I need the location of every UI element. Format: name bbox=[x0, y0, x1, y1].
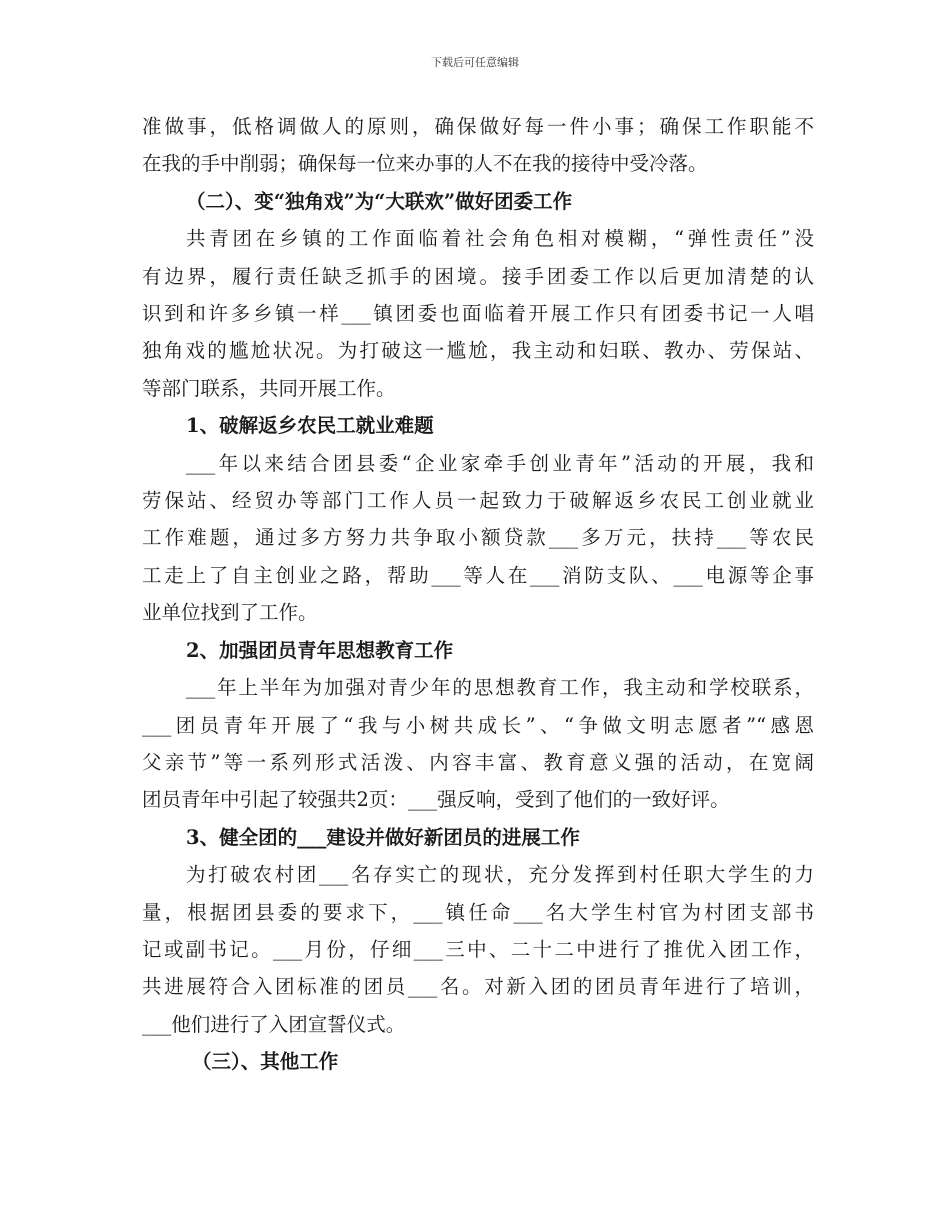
body-line: 记或副书记。___月份，仔细___三中、二十二中进行了推优入团工作， bbox=[142, 937, 814, 961]
body-line: 等部门联系，共同开展工作。 bbox=[142, 376, 396, 400]
body-line: 工作难题，通过多方努力共争取小额贷款___多万元，扶持___等农民 bbox=[142, 526, 814, 550]
body-line: 父亲节”等一系列形式活泼、内容丰富、教育意义强的活动，在宽阔 bbox=[142, 750, 814, 774]
subsection-heading: 3、健全团的___建设并做好新团员的进展工作 bbox=[186, 825, 580, 849]
body-line: 为打破农村团___名存实亡的现状，充分发挥到村任职大学生的力 bbox=[186, 863, 814, 887]
body-line: 业单位找到了工作。 bbox=[142, 601, 318, 625]
body-line: 劳保站、经贸办等部门工作人员一起致力于破解返乡农民工创业就业 bbox=[142, 489, 814, 513]
body-line: 量，根据团县委的要求下，___镇任命___名大学生村官为村团支部书 bbox=[142, 900, 814, 924]
body-line: 独角戏的尴尬状况。为打破这一尴尬，我主动和妇联、教办、劳保站、 bbox=[142, 339, 814, 363]
subsection-heading: 2、加强团员青年思想教育工作 bbox=[186, 638, 454, 662]
body-line: 识到和许多乡镇一样___镇团委也面临着开展工作只有团委书记一人唱 bbox=[142, 302, 814, 326]
body-line: 共进展符合入团标准的团员___名。对新入团的团员青年进行了培训， bbox=[142, 975, 814, 999]
body-line: ___年以来结合团县委“企业家牵手创业青年”活动的开展，我和 bbox=[186, 451, 814, 475]
section-heading: （三）、其他工作 bbox=[192, 1050, 339, 1074]
document-body bbox=[142, 108, 814, 1081]
body-line: 工走上了自主创业之路，帮助___等人在___消防支队、___电源等企事 bbox=[142, 563, 814, 587]
body-line: ___团员青年开展了“我与小树共成长”、“争做文明志愿者”“感恩 bbox=[142, 713, 814, 737]
body-line: 在我的手中削弱；确保每一位来办事的人不在我的接待中受冷落。 bbox=[142, 152, 708, 176]
section-heading: （二）、变“独角戏”为“大联欢”做好团委工作 bbox=[186, 189, 573, 213]
body-line: 共青团在乡镇的工作面临着社会角色相对模糊，“弹性责任”没 bbox=[186, 227, 814, 251]
body-line: 有边界，履行责任缺乏抓手的困境。接手团委工作以后更加清楚的认 bbox=[142, 264, 814, 288]
body-line: 准做事，低格调做人的原则，确保做好每一件小事；确保工作职能不 bbox=[142, 115, 814, 138]
body-line: ___年上半年为加强对青少年的思想教育工作，我主动和学校联系， bbox=[186, 676, 814, 700]
body-line: 团员青年中引起了较强共2页：___强反响，受到了他们的一致好评。 bbox=[142, 788, 730, 812]
page-header: 下载后可任意编辑 bbox=[431, 56, 519, 69]
body-line: ___他们进行了入团宣誓仪式。 bbox=[142, 1012, 406, 1036]
subsection-heading: 1、破解返乡农民工就业难题 bbox=[186, 414, 434, 438]
